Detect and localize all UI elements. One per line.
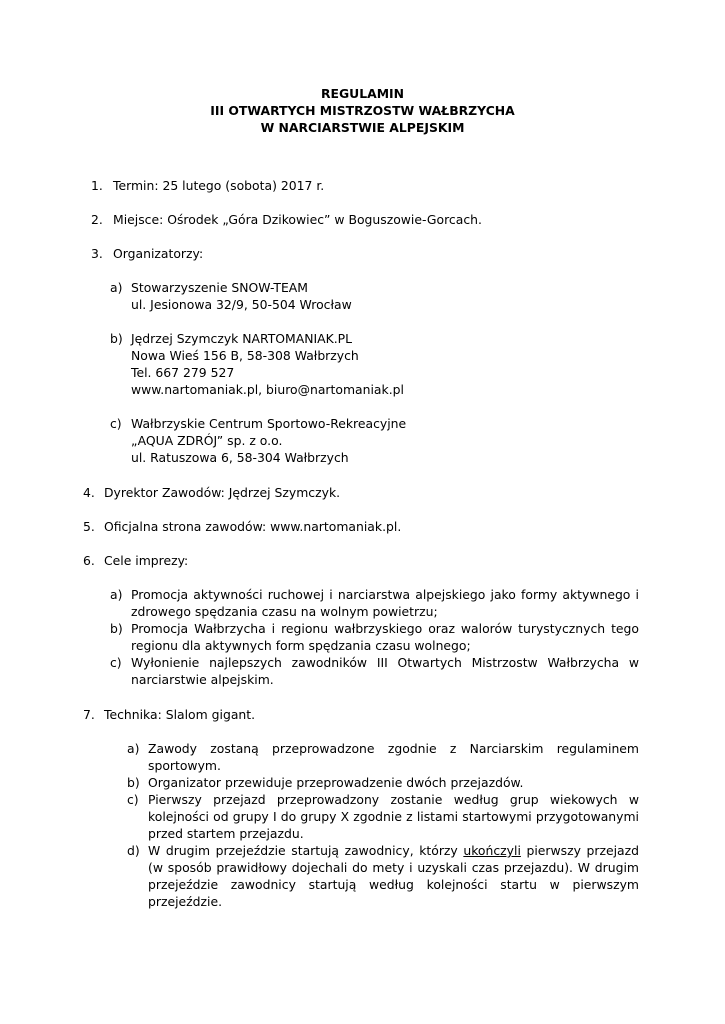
section-7a-line-1: Zawody zostaną przeprowadzone zgodnie z Narciarskim regulaminem: [148, 741, 639, 756]
title-line-2: III OTWARTYCH MISTRZOSTW WAŁBRZYCHA: [210, 103, 515, 118]
section-6a-letter: a): [110, 587, 123, 602]
section-7d-line-2: (w sposób prawidłowy dojechali do mety i uzyskali czas przejazdu). W drugim: [148, 860, 639, 875]
title-line-1: REGULAMIN: [320, 86, 405, 101]
section-3b-line-2: Nowa Wieś 156 B, 58-308 Wałbrzych: [131, 348, 359, 363]
section-3c-letter: c): [110, 416, 122, 431]
section-6a-line-2: zdrowego spędzania czasu na wolnym powietrzu;: [131, 604, 438, 619]
section-6-text: Cele imprezy:: [104, 553, 189, 568]
section-3b-letter: b): [110, 331, 123, 346]
section-2-number: 2.: [91, 212, 103, 227]
section-7-number: 7.: [83, 707, 95, 722]
section-7d-line-1: [148, 842, 639, 859]
section-6c-line-2: narciarstwie alpejskim.: [131, 672, 274, 687]
section-7d-line-4: przejeździe.: [148, 894, 223, 909]
section-3a-letter: a): [110, 280, 123, 295]
section-7d-letter: d): [127, 843, 140, 858]
section-3c-line-1: Wałbrzyskie Centrum Sportowo-Rekreacyjne: [131, 416, 407, 431]
section-7d-line-1-pre: W drugim przejeździe startują zawodnicy, którzy: [148, 843, 464, 858]
section-7c-line-1: Pierwszy przejazd przeprowadzony zostanie według grup wiekowych w: [148, 792, 639, 807]
section-3-text: Organizatorzy:: [113, 246, 204, 261]
section-7-text: Technika: Slalom gigant.: [104, 707, 256, 722]
section-4-number: 4.: [83, 485, 95, 500]
section-5-number: 5.: [83, 519, 95, 534]
section-3-number: 3.: [91, 246, 103, 261]
section-3c-line-3: ul. Ratuszowa 6, 58-304 Wałbrzych: [131, 450, 349, 465]
section-3c-line-2: „AQUA ZDRÓJ” sp. z o.o.: [131, 433, 283, 448]
section-6b-line-1: Promocja Wałbrzycha i regionu wałbrzyskiego oraz walorów turystycznych tego: [131, 621, 639, 636]
section-3b-line-4: www.nartomaniak.pl, biuro@nartomaniak.pl: [131, 382, 404, 397]
section-6a-line-1: Promocja aktywności ruchowej i narciarstwa alpejskiego jako formy aktywnego i: [131, 587, 639, 602]
section-4-text: Dyrektor Zawodów: Jędrzej Szymczyk.: [104, 485, 341, 500]
title-line-3: W NARCIARSTWIE ALPEJSKIM: [260, 120, 465, 135]
section-6c-letter: c): [110, 655, 122, 670]
section-7b-letter: b): [127, 775, 140, 790]
section-3b-line-1: Jędrzej Szymczyk NARTOMANIAK.PL: [131, 331, 353, 346]
section-3b-line-3: Tel. 667 279 527: [131, 365, 235, 380]
section-6b-line-2: regionu dla aktywnych form spędzania czasu wolnego;: [131, 638, 471, 653]
section-5-text: Oficjalna strona zawodów: www.nartomaniak.pl.: [104, 519, 402, 534]
section-1-number: 1.: [91, 178, 103, 193]
section-7d-line-3: przejeździe zawodnicy startują według kolejności startu w pierwszym: [148, 877, 639, 892]
section-7b-line-1: Organizator przewiduje przeprowadzenie dwóch przejazdów.: [148, 775, 524, 790]
section-2-text: Miejsce: Ośrodek „Góra Dzikowiec” w Boguszowie-Gorcach.: [113, 212, 482, 227]
section-7a-letter: a): [127, 741, 140, 756]
section-7d-line-1-post: pierwszy przejazd: [520, 843, 639, 858]
section-3a-line-1: Stowarzyszenie SNOW-TEAM: [131, 280, 308, 295]
section-6-number: 6.: [83, 553, 95, 568]
section-6c-line-1: Wyłonienie najlepszych zawodników III Otwartych Mistrzostw Wałbrzycha w: [131, 655, 639, 670]
section-3a-line-2: ul. Jesionowa 32/9, 50-504 Wrocław: [131, 297, 352, 312]
section-7c-line-3: przed startem przejazdu.: [148, 826, 304, 841]
section-7a-line-2: sportowym.: [148, 758, 221, 773]
section-7c-line-2: kolejności od grupy I do grupy X zgodnie z listami startowymi przygotowanymi: [148, 809, 639, 824]
section-6b-letter: b): [110, 621, 123, 636]
section-7c-letter: c): [127, 792, 139, 807]
section-1-text: Termin: 25 lutego (sobota) 2017 r.: [113, 178, 325, 193]
section-7d-underlined-word: ukończyli: [463, 843, 521, 858]
